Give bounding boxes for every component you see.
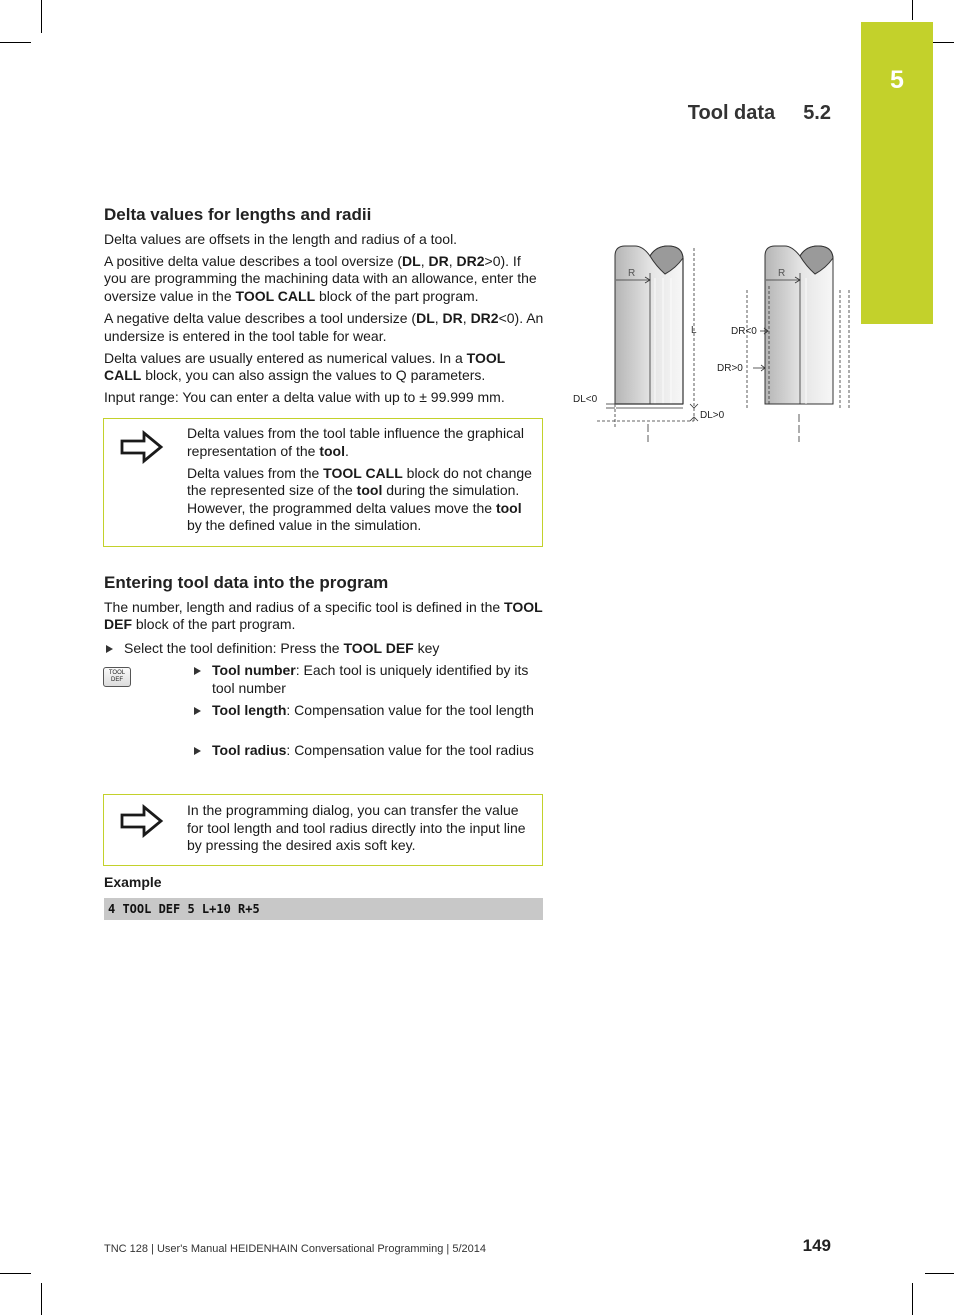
note-text [187, 425, 536, 535]
tool-left [573, 246, 725, 442]
note-box [103, 794, 543, 866]
entering-tool-data-section [104, 574, 544, 634]
header-section-number: 5.2 [803, 102, 831, 124]
crop-mark [912, 1283, 913, 1315]
triangle-bullet-icon [106, 645, 113, 653]
label-dl-pos: DL>0 [700, 410, 725, 421]
paragraph [104, 253, 544, 306]
crop-mark [925, 1273, 954, 1274]
label-r-left: R [628, 268, 636, 279]
text-run: <0). An undersize is entered in the tool table for wear. [104, 309, 544, 344]
code-term: DL [402, 252, 421, 269]
header-title: Tool data [687, 102, 776, 124]
label-dl-neg: DL<0 [573, 394, 598, 405]
crop-mark [0, 42, 31, 43]
list-item-text [212, 702, 543, 720]
item-label: Tool number [212, 662, 296, 678]
item-description: : Compensation value for the tool radius [286, 742, 534, 758]
triangle-bullet-icon [194, 747, 201, 755]
text-run: . [344, 442, 349, 459]
page-number: 149 [802, 1236, 831, 1255]
paragraph [187, 465, 536, 535]
paragraph [187, 425, 536, 460]
example-code: 4 TOOL DEF 5 L+10 R+5 [104, 898, 543, 920]
text-run: key [413, 640, 440, 656]
item-label: Tool radius [212, 742, 287, 758]
text-run: block of the part program. [315, 287, 479, 304]
text-run: Select the tool definition: Press the [124, 640, 344, 656]
text-run: Delta values are usually entered as numerical values. In a [104, 349, 467, 366]
text-run: , [448, 252, 457, 269]
note-text [187, 802, 536, 855]
list-item-text [212, 662, 543, 697]
paragraph: In the programming dialog, you can transfer the value for tool length and tool radius directly into the input line by pressing the desired axis soft key. [187, 802, 526, 854]
list-item [193, 662, 543, 697]
text-run: A positive delta value describes a tool oversize ( [104, 252, 403, 269]
item-description: : Compensation value for the tool length [286, 702, 534, 718]
text-run: , [462, 309, 471, 326]
text-run: A negative delta value describes a tool undersize ( [104, 309, 417, 326]
crop-mark [41, 0, 42, 33]
label-l: L [691, 325, 697, 336]
label-dr-pos: DR>0 [717, 363, 743, 374]
key-label: TOOL [108, 670, 126, 676]
code-term: DR [428, 252, 449, 269]
code-term: TOOL CALL [235, 287, 316, 304]
code-term: TOOL DEF [343, 640, 414, 656]
bold-term: tool [356, 482, 383, 499]
bold-term: tool [319, 442, 345, 459]
code-term: DL [416, 309, 435, 326]
code-term: DR2 [470, 309, 499, 326]
chapter-tab [861, 22, 933, 324]
tool-right [717, 246, 849, 442]
example-label: Example [104, 874, 162, 890]
label-r-right: R [778, 268, 786, 279]
paragraph: Input range: You can enter a delta value with up to ± 99.999 mm. [104, 389, 505, 406]
text-run: block, you can also assign the values to Q parameters. [141, 367, 486, 384]
crop-mark [912, 0, 913, 20]
text-run: block do not change the represented size of the [187, 464, 532, 499]
running-header [688, 102, 831, 125]
tool-delta-diagram [570, 238, 855, 448]
chapter-number: 5 [890, 66, 904, 94]
arrow-right-icon [120, 804, 164, 838]
arrow-right-icon [120, 430, 164, 464]
item-label: Tool length [212, 702, 287, 718]
crop-mark [41, 1283, 42, 1315]
code-term: TOOL CALL [323, 464, 403, 481]
footer-text: TNC 128 | User's Manual HEIDENHAIN Conversational Programming | 5/2014 [104, 1243, 486, 1255]
text-run: Delta values from the tool table influence the graphical representation of the [187, 425, 524, 459]
code-term: DR2 [456, 252, 485, 269]
code-term: DR [442, 309, 463, 326]
text-run: The number, length and radius of a specific tool is defined in the [104, 598, 505, 615]
tool-def-key-icon [103, 667, 131, 687]
text-run: by the defined value in the simulation. [187, 517, 422, 534]
paragraph [104, 350, 544, 385]
text-run: >0). If you are programming the machining data with an allowance, enter the oversize value in the [104, 252, 537, 304]
text-run: during the simulation. However, the programmed delta values move the [187, 482, 520, 516]
paragraph: Delta values are offsets in the length and radius of a tool. [104, 230, 458, 247]
item-description: : Each tool is uniquely identified by its tool number [212, 662, 529, 696]
triangle-bullet-icon [194, 667, 201, 675]
list-item [193, 702, 543, 720]
triangle-bullet-icon [194, 707, 201, 715]
text-run: , [420, 252, 429, 269]
code-term: TOOL DEF [104, 598, 543, 633]
section-heading: Entering tool data into the program [104, 573, 389, 592]
step-text [124, 640, 439, 658]
paragraph [104, 599, 544, 634]
crop-mark [0, 1273, 31, 1274]
code-term: TOOL CALL [104, 349, 506, 384]
text-run: , [434, 309, 443, 326]
text-run: Delta values from the [187, 464, 324, 481]
list-item [193, 742, 543, 760]
paragraph [104, 310, 544, 345]
key-label: DEF [111, 676, 123, 683]
list-item-text [212, 742, 543, 760]
label-dr-neg: DR<0 [731, 326, 757, 337]
section-heading: Delta values for lengths and radii [104, 205, 372, 224]
note-box [103, 418, 543, 547]
delta-values-section [104, 206, 544, 407]
bold-term: tool [495, 499, 522, 516]
text-run: block of the part program. [132, 616, 296, 633]
